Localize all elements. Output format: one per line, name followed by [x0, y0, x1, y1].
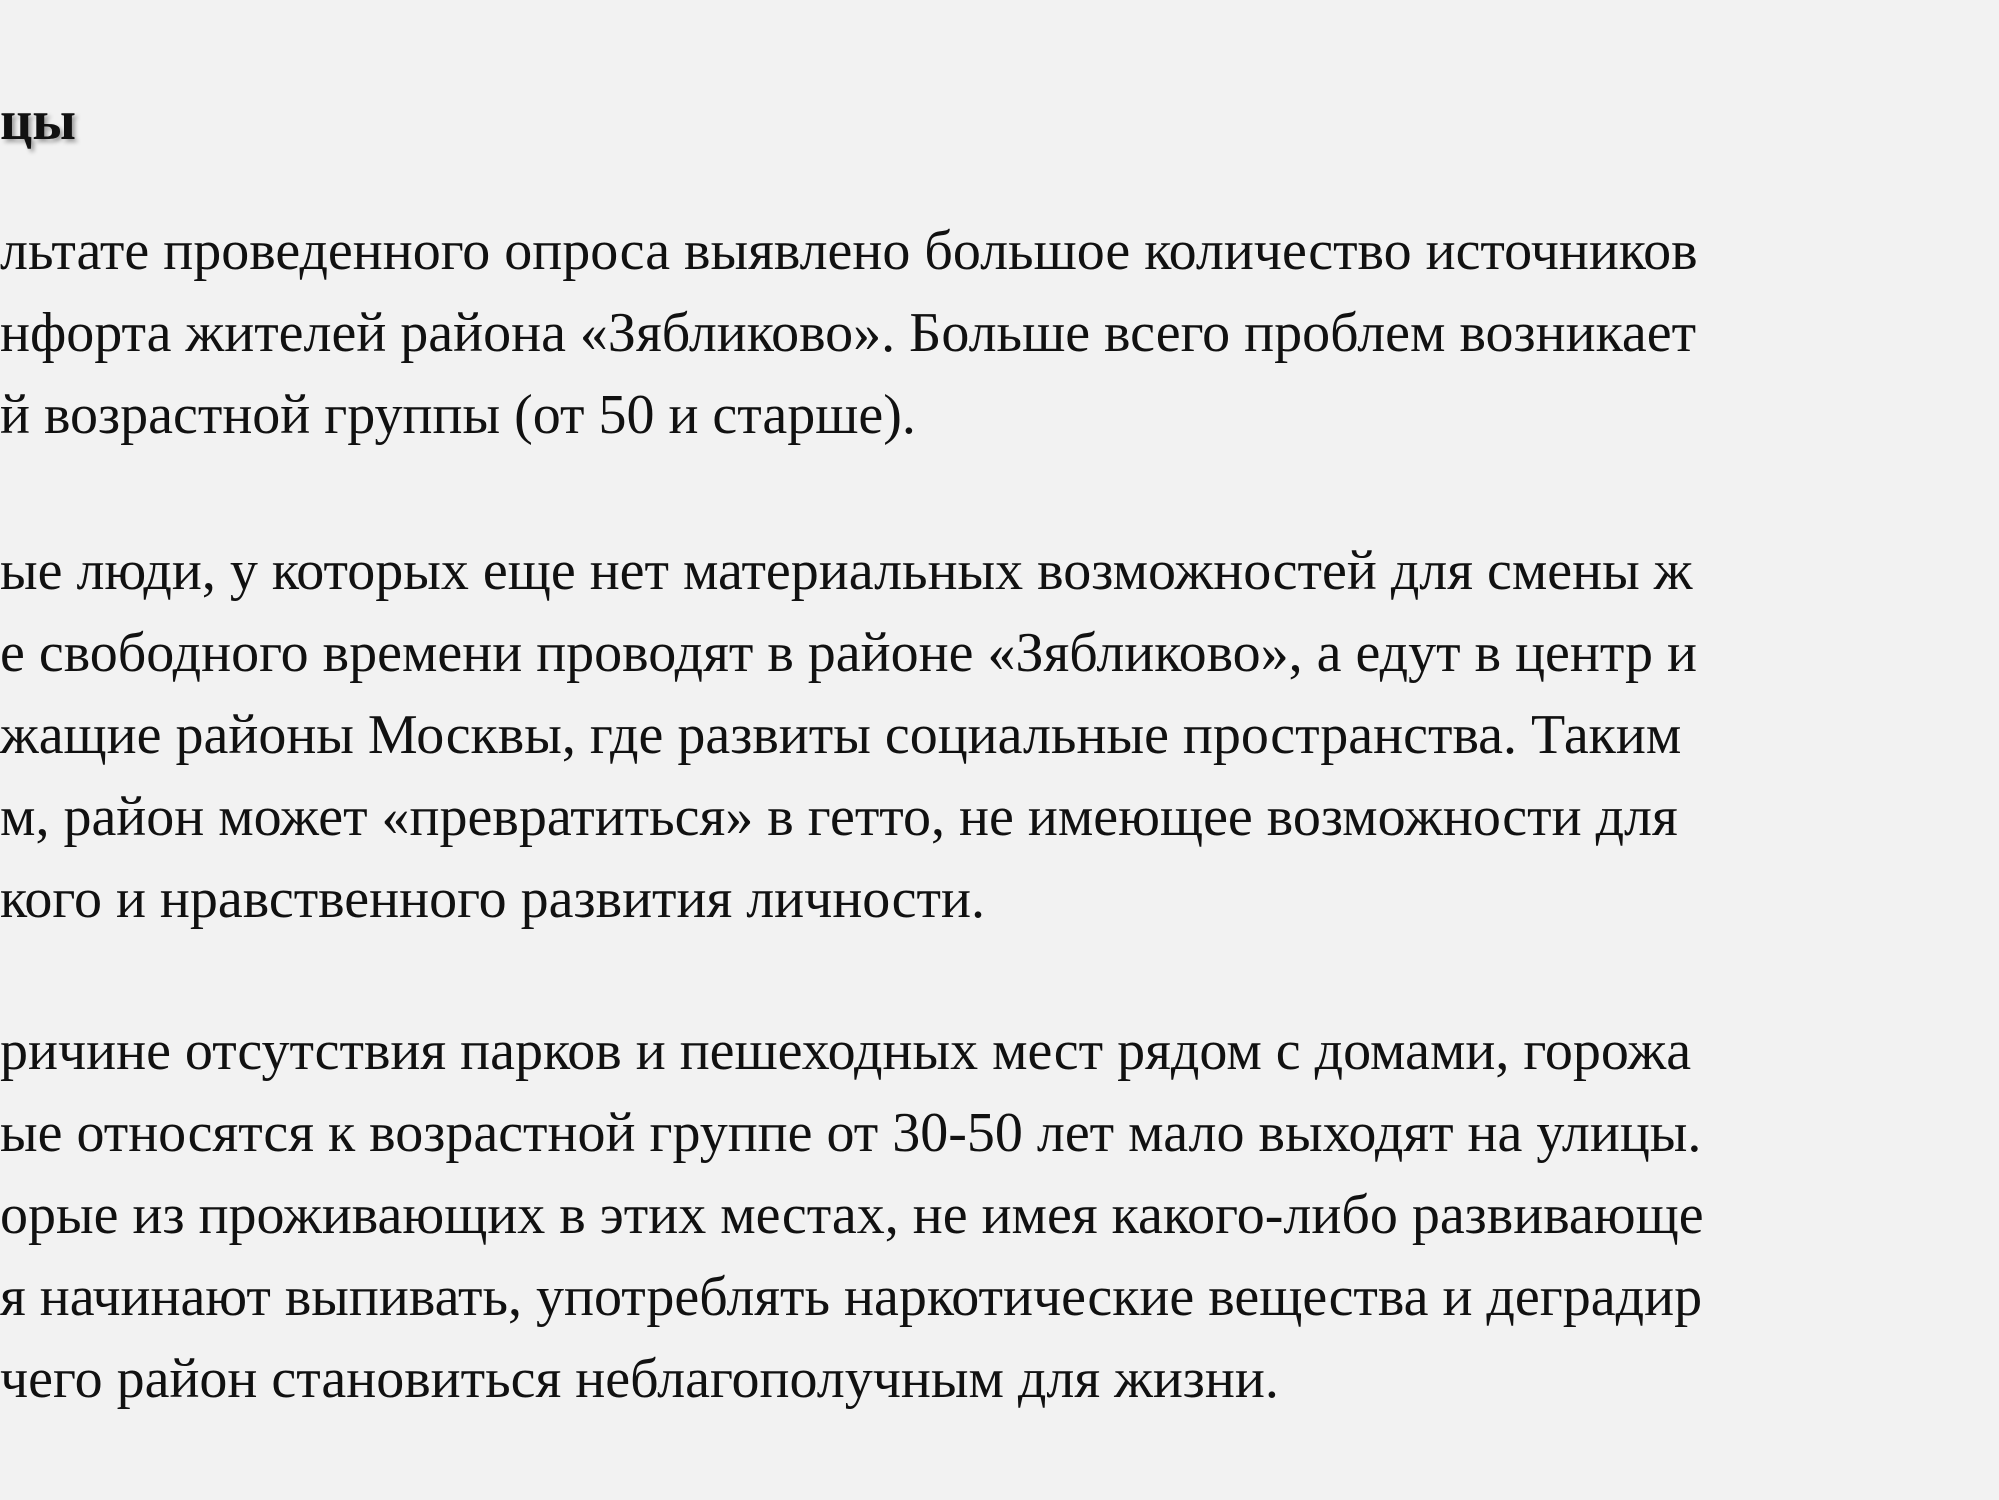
text-line: ые люди, у которых еще нет материальных возможностей для смены ж [0, 540, 1693, 602]
paragraph-young-people [0, 530, 1697, 940]
text-line: чего район становиться неблагополучным для жизни. [0, 1348, 1279, 1410]
text-line: й возрастной группы (от 50 и старше). [0, 384, 916, 446]
text-line: жащие районы Москвы, где развиты социальные пространства. Таким [0, 704, 1682, 766]
text-line: кого и нравственного развития личности. [0, 868, 985, 930]
text-line: я начинают выпивать, употреблять наркотические вещества и деградир [0, 1266, 1703, 1328]
paragraph-survey-results [0, 210, 1698, 456]
text-line: нфорта жителей района «Зябликово». Больше всего проблем возникает [0, 302, 1697, 364]
paragraph-parks-absence [0, 1010, 1704, 1420]
text-line: льтате проведенного опроса выявлено большое количество источников [0, 220, 1698, 282]
text-line: ые относятся к возрастной группе от 30-50 лет мало выходят на улицы. [0, 1102, 1702, 1164]
text-line: ричине отсутствия парков и пешеходных мест рядом с домами, горожа [0, 1020, 1692, 1082]
section-heading: цы [0, 90, 76, 152]
text-line: м, район может «превратиться» в гетто, не имеющее возможности для [0, 786, 1678, 848]
text-line: е свободного времени проводят в районе «Зябликово», а едут в центр и [0, 622, 1697, 684]
text-line: орые из проживающих в этих местах, не имея какого-либо развивающе [0, 1184, 1704, 1246]
